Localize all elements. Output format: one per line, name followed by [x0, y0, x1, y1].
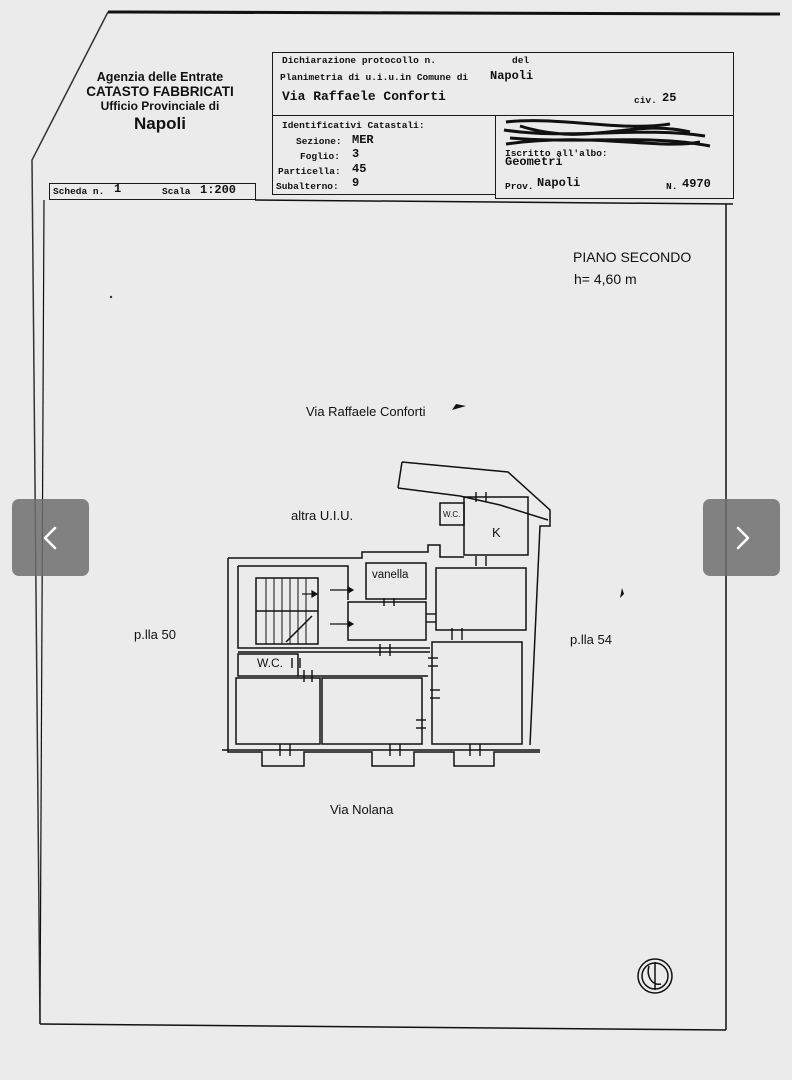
floor-label: PIANO SECONDO — [573, 249, 692, 265]
particella-label: Particella: — [278, 166, 341, 177]
scheda-value: 1 — [114, 182, 122, 196]
scala-value: 1:200 — [200, 183, 237, 197]
kitchen-label: K — [492, 525, 501, 540]
vanella-label: vanella — [372, 569, 409, 581]
del-label: del — [512, 55, 530, 66]
floor-height: h= 4,60 m — [574, 271, 637, 287]
subalterno-label: Subalterno: — [276, 181, 339, 192]
chevron-right-icon — [729, 525, 755, 551]
street-top-label: Via Raffaele Conforti — [306, 404, 426, 419]
wc-left-label: W.C. — [257, 656, 283, 670]
particella-value: 45 — [352, 162, 367, 176]
planimetria-label: Planimetria di u.i.u.in Comune di — [280, 72, 469, 83]
albo-value: Geometri — [505, 155, 563, 169]
other-unit-label: altra U.I.U. — [291, 508, 354, 523]
sezione-value: MER — [352, 133, 374, 147]
foglio-value: 3 — [352, 147, 360, 161]
prov-label: Prov. — [505, 181, 534, 192]
street-value: Via Raffaele Conforti — [282, 89, 446, 104]
office-city: Napoli — [134, 113, 186, 133]
north-arrow-icon — [452, 404, 466, 410]
prov-value: Napoli — [537, 176, 581, 190]
sezione-label: Sezione: — [296, 136, 342, 147]
iscritto-label: Iscritto all'albo: — [505, 148, 608, 159]
subalterno-value: 9 — [352, 176, 360, 190]
identifiers-title: Identificativi Catastali: — [282, 120, 425, 131]
scala-label: Scala — [162, 186, 191, 197]
n-label: N. — [666, 181, 678, 192]
compass-icon — [638, 959, 672, 993]
civ-label: civ. — [634, 95, 657, 106]
comune-value: Napoli — [490, 69, 534, 83]
chevron-left-icon — [38, 525, 64, 551]
registration-number: 4970 — [682, 177, 711, 191]
office-ufficio: Ufficio Provinciale di — [100, 98, 220, 113]
left-neighbor-label: p.lla 50 — [134, 627, 176, 642]
civ-value: 25 — [662, 91, 677, 105]
street-bottom-label: Via Nolana — [330, 802, 394, 817]
wc-top-label: W.C. — [443, 510, 461, 519]
protocol-label: Dichiarazione protocollo n. — [282, 55, 436, 66]
right-neighbor-label: p.lla 54 — [570, 632, 612, 647]
next-page-button[interactable] — [703, 499, 780, 576]
office-agency: Agenzia delle Entrate — [96, 70, 224, 84]
scheda-label: Scheda n. — [53, 186, 105, 197]
foglio-label: Foglio: — [300, 151, 340, 162]
previous-page-button[interactable] — [12, 499, 89, 576]
office-catasto: CATASTO FABBRICATI — [86, 84, 234, 100]
